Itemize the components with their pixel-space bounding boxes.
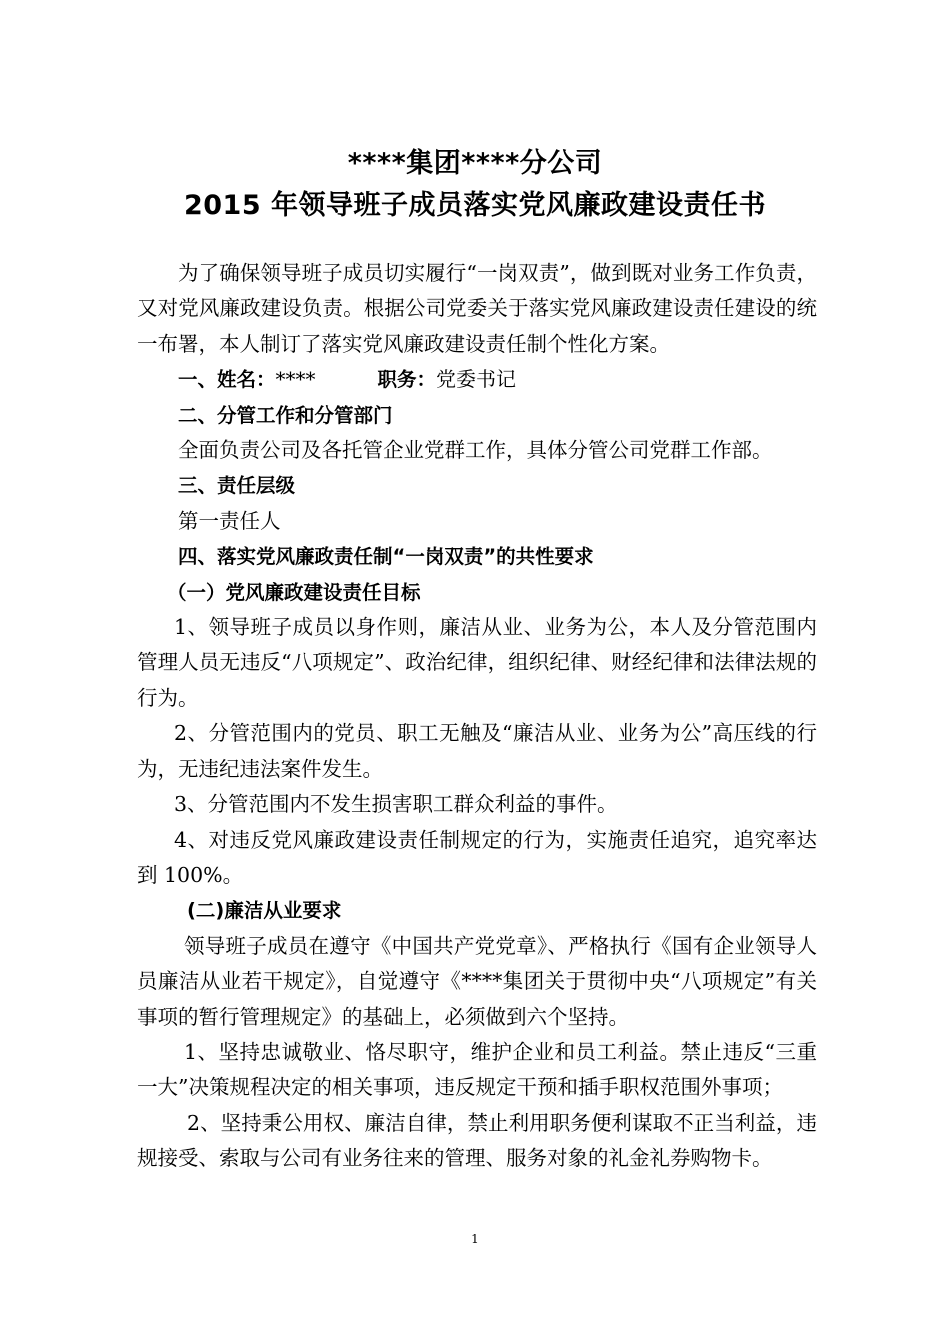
requirement-item-2: 2、坚持秉公用权、廉洁自律，禁止利用职务便利谋取不正当利益，违规接受、索取与公司有业务往来的管理、服务对象的礼金礼券购物卡。 [137,1110,817,1171]
name-value: **** [275,367,316,392]
page-number: 1 [471,1232,479,1246]
document-body [137,256,817,1177]
name-label: 一、姓名： [178,368,276,392]
intro-paragraph: 为了确保领导班子成员切实履行“一岗双责”，做到既对业务工作负责，又对党风廉政建设负责。根据公司党委关于落实党风廉政建设责任建设的统一布署，本人制订了落实党风廉政建设责任制个性化方案。 [137,261,817,356]
document-title-line1: ****集团****分公司 [347,148,603,179]
post-value: 党委书记 [436,367,517,392]
section-2-heading: 二、分管工作和分管部门 [178,403,393,427]
section-3-heading: 三、责任层级 [178,474,296,498]
goal-item-3: 3、分管范围内不发生损害职工群众利益的事件。 [174,792,618,817]
requirement-item-1: 1、坚持忠诚敬业、恪尽职守，维护企业和员工利益。禁止违反“三重一大”决策规程决定的相关事项，违反规定干预和插手职权范围外事项； [137,1039,817,1100]
section-3-text: 第一责任人 [178,508,281,533]
goal-item-4: 4、对违反党风廉政建设责任制规定的行为，实施责任追究，追究率达到 100%。 [137,827,817,887]
requirements-intro: 领导班子成员在遵守《中国共产党党章》、严格执行《国有企业领导人员廉洁从业若干规定》，自觉遵守《****集团关于贯彻中央“八项规定”有关事项的暂行管理规定》的基础上，必须做到六个坚持。 [137,933,817,1029]
post-label: 职务： [377,368,437,392]
section-2-text: 全面负责公司及各托管企业党群工作，具体分管公司党群工作部。 [178,438,773,463]
section-4-heading: 四、落实党风廉政责任制“一岗双责”的共性要求 [178,545,594,569]
subsection-2-heading: (二)廉洁从业要求 [187,899,342,923]
goal-item-1: 1、领导班子成员以身作则，廉洁从业、业务为公，本人及分管范围内管理人员无违反“八项规定”、政治纪律，组织纪律、财经纪律和法律法规的行为。 [137,615,817,710]
section-1-name-post [137,362,817,397]
goal-item-2: 2、分管范围内的党员、职工无触及“廉洁从业、业务为公”高压线的行为，无违纪违法案件发生。 [137,721,817,781]
subsection-1-heading: （一）党风廉政建设责任目标 [167,580,421,604]
document-title-line2: 2015 年领导班子成员落实党风廉政建设责任书 [183,190,767,221]
